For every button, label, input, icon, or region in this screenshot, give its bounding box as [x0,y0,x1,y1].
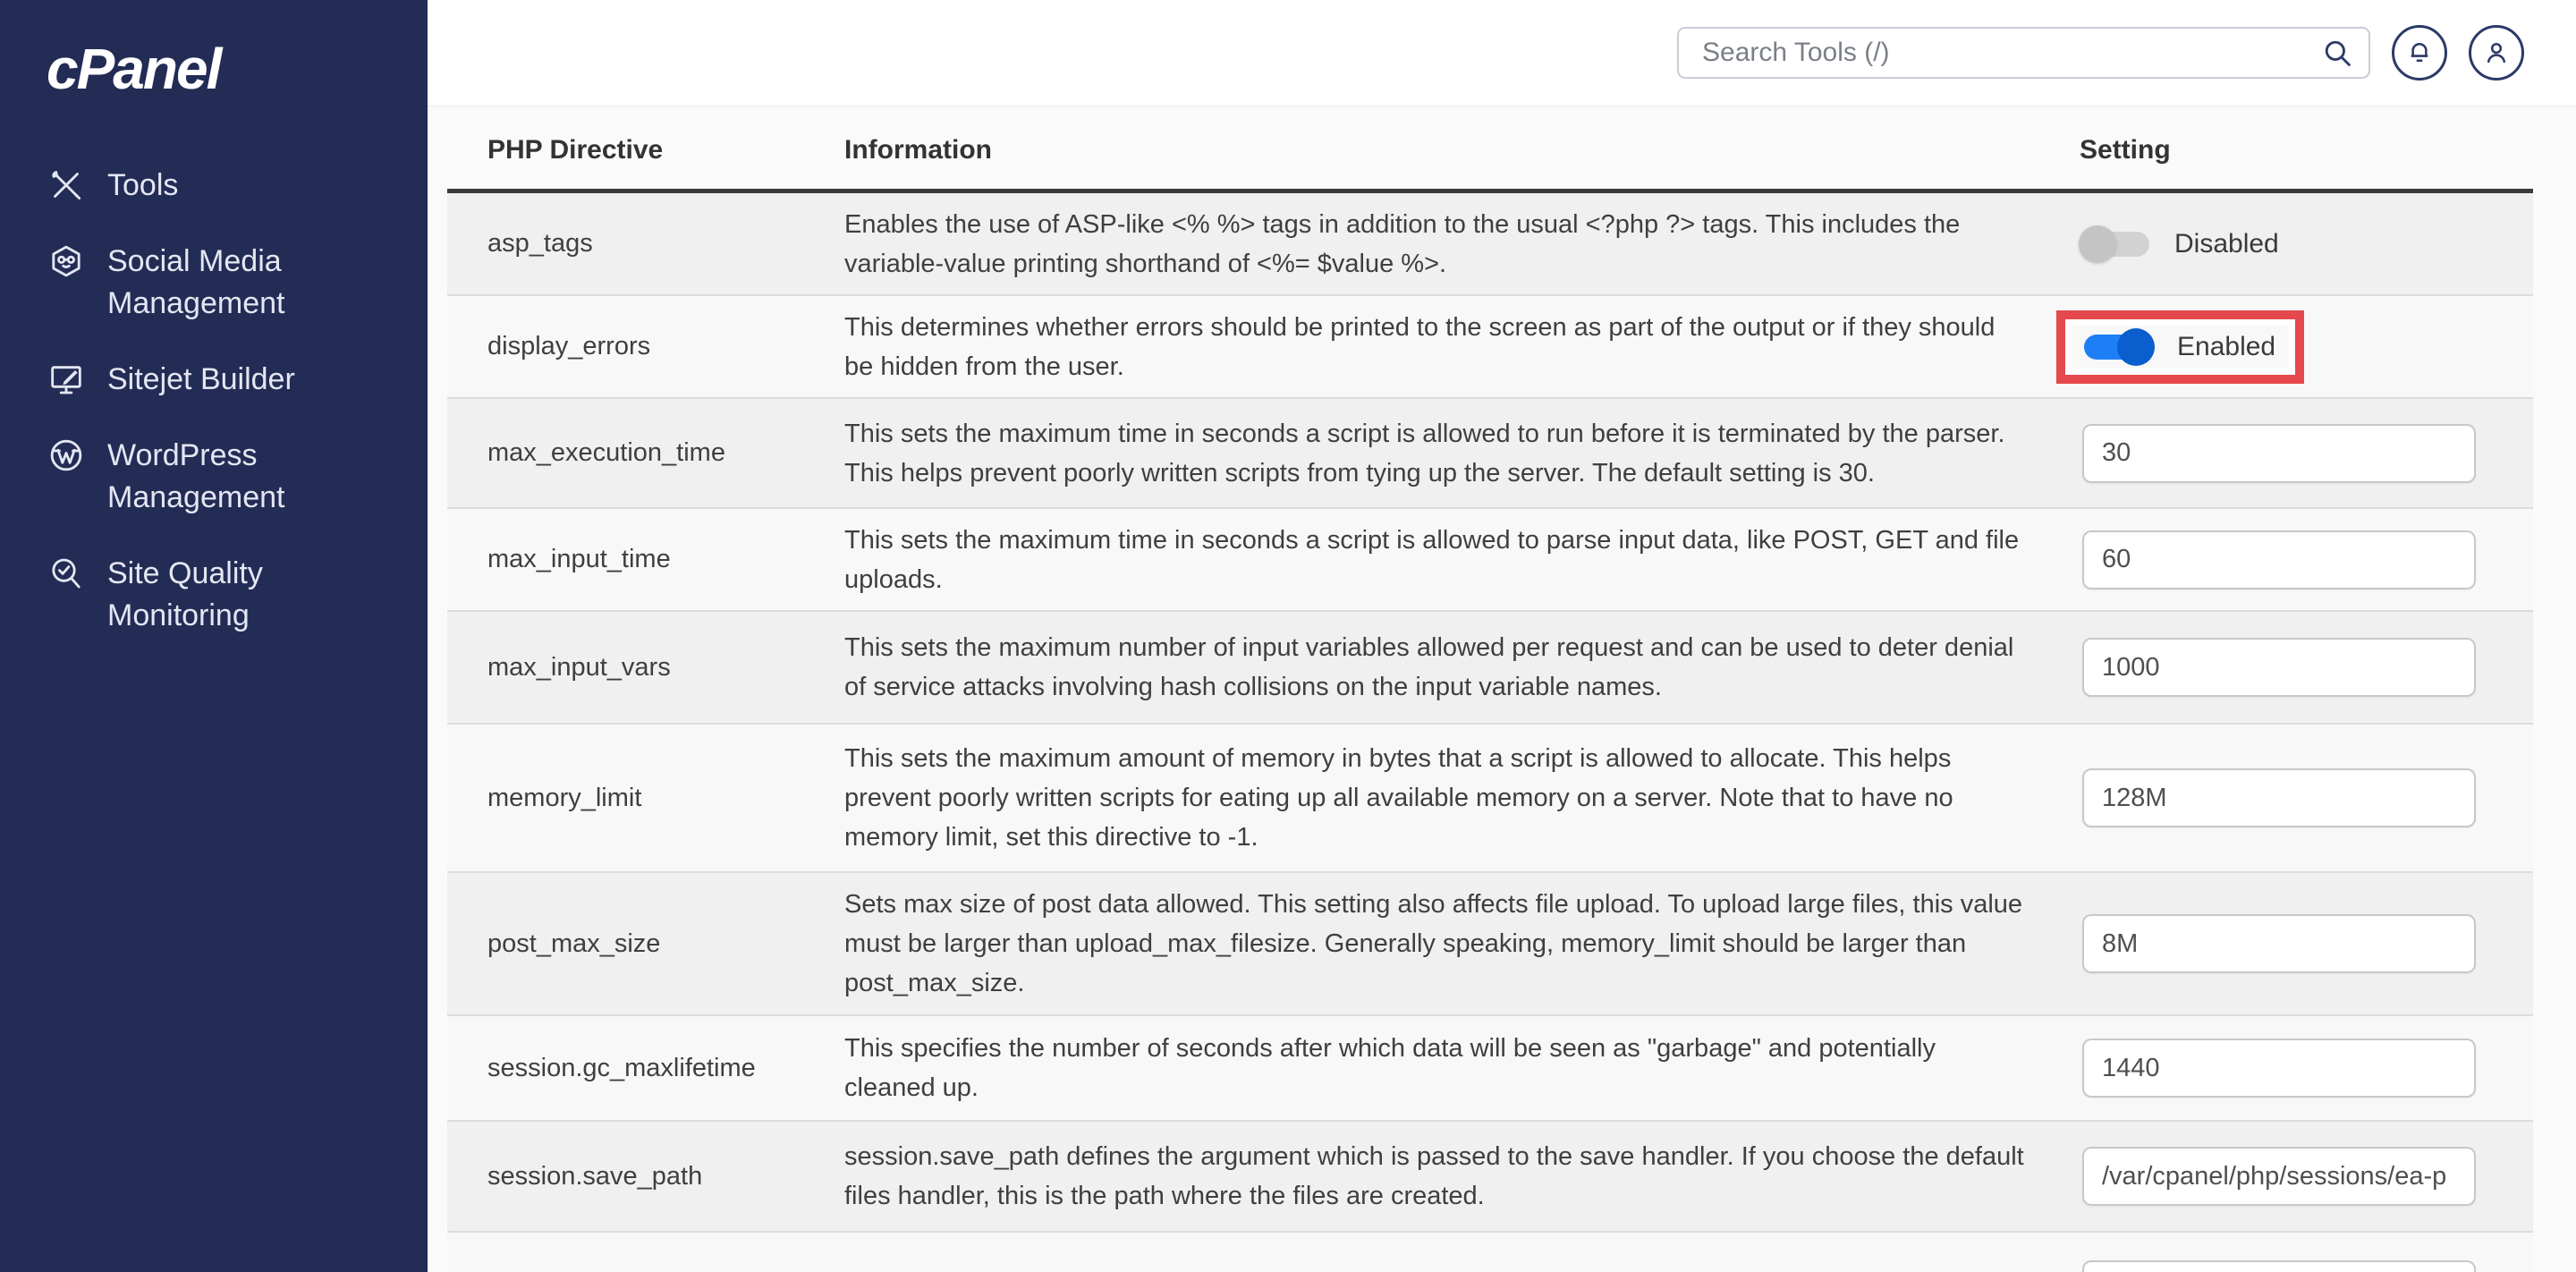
php-directive-name: max_execution_time [487,438,725,467]
sidebar-item-label: Sitejet Builder [107,362,295,396]
directive-setting [2080,638,2533,697]
table-row [447,871,2533,1014]
sidebar-item-tools[interactable] [48,165,352,207]
directive-setting [2080,229,2533,259]
php-directives-table [447,106,2533,1272]
directive-setting [2080,424,2533,483]
directive-information: This sets the maximum time in seconds a script is allowed to parse input data, like POST, GET and file uploads. [844,525,2020,594]
directive-setting [2080,1260,2533,1272]
topbar [428,0,2576,106]
table-body [447,193,2533,1272]
asp_tags-toggle[interactable] [2081,232,2149,257]
php-directive-name: post_max_size [487,929,661,958]
session.gc_maxlifetime-input[interactable] [2082,1039,2476,1098]
bell-icon [2404,38,2435,68]
sidebar-item-social-media-management[interactable] [48,241,352,325]
php-directive-name: max_input_vars [487,652,671,682]
toggle-state-label: Enabled [2177,331,2276,361]
cpanel-logo: cPanel [47,37,221,101]
table-row [447,723,2533,871]
display_errors-toggle[interactable] [2084,335,2152,360]
php-directive-name: memory_limit [487,783,642,812]
directive-setting [2080,310,2533,384]
directive-setting [2080,914,2533,973]
site-quality-icon [48,555,84,591]
max_input_time-input[interactable] [2082,530,2476,589]
table-row [447,193,2533,294]
social-media-icon [48,243,84,279]
table-row [447,1014,2533,1120]
directive-information: Enables the use of ASP-like <% %> tags in addition to the usual <?php ?> tags. This includes the variable-value printing shorthand of <%= $value %>. [844,209,1961,278]
session.save_path-input[interactable] [2082,1147,2476,1206]
max_execution_time-input[interactable] [2082,424,2476,483]
max_input_vars-input[interactable] [2082,638,2476,697]
toggle-knob [2079,225,2116,263]
php-directive-name: session.gc_maxlifetime [487,1053,756,1082]
table-row [447,507,2533,610]
table-row [447,610,2533,723]
directive-information: This determines whether errors should be printed to the screen as part of the output or if they should be hidden from the user. [844,312,1996,381]
search-icon[interactable] [2322,38,2352,68]
php-directive-name: session.save_path [487,1161,703,1191]
table-header [447,106,2533,193]
sidebar-item-sitejet-builder[interactable] [48,359,352,401]
memory_limit-input[interactable] [2082,768,2476,827]
column-header-php-directive: PHP Directive [487,134,664,165]
php-directive-name: display_errors [487,332,651,360]
directive-information: session.save_path defines the argument which is passed to the save handler. If you choose the default files handler, this is the path where the files are created. [844,1142,2024,1210]
content [428,106,2576,1272]
toggle-wrap [2081,229,2279,259]
main-area [428,0,2576,1272]
post_max_size-input[interactable] [2082,914,2476,973]
wordpress-icon [48,437,84,473]
sidebar-item-site-quality-monitoring[interactable] [48,553,352,637]
user-icon [2481,38,2512,68]
search-input[interactable] [1677,27,2370,79]
sidebar-item-wordpress-management[interactable] [48,435,352,519]
toggle-knob [2117,328,2155,366]
toggle-wrap [2084,332,2275,362]
directive-setting [2080,530,2533,589]
sidebar [0,0,428,1272]
search-box [1677,27,2370,79]
column-header-setting: Setting [2080,134,2171,165]
php-directive-name: max_input_time [487,545,671,573]
table-row [447,1120,2533,1231]
user-menu-button[interactable] [2469,25,2524,81]
directive-information: This sets the maximum amount of memory in bytes that a script is allowed to allocate. This helps prevent poorly written scripts for eating up all available memory on a server. Note that to have no memory limit, set this directive to -1. [844,744,1953,852]
directive-setting [2080,1039,2533,1098]
directive-information: Sets max size of post data allowed. This setting also affects file upload. To upload large files, this value must be larger than upload_max_filesize. Generally speaking, memory_limit should be larger than post_max_size. [844,890,2023,997]
setting-input[interactable] [2082,1260,2476,1272]
sidebar-item-label: Tools [107,168,179,202]
sidebar-nav [48,165,428,637]
tools-icon [48,167,84,203]
table-row [447,294,2533,397]
directive-information: This sets the maximum number of input variables allowed per request and can be used to deter denial of service attacks involving hash collisions on the input variable names. [844,633,2014,701]
sitejet-builder-icon [48,361,84,397]
directive-information: This sets the maximum time in seconds a script is allowed to run before it is terminated by the parser. This helps prevent poorly written scripts from tying up the server. The default setting is 30. [844,419,2005,488]
table-row-partial [447,1231,2533,1272]
php-directive-name: asp_tags [487,229,593,258]
directive-setting [2080,1147,2533,1206]
directive-setting [2080,768,2533,827]
sidebar-item-label: WordPress Management [107,438,285,514]
highlight-annotation [2056,310,2304,384]
directive-information: This specifies the number of seconds after which data will be seen as "garbage" and potentially cleaned up. [844,1034,1936,1102]
sidebar-item-label: Site Quality Monitoring [107,556,263,632]
notifications-button[interactable] [2392,25,2447,81]
table-row [447,397,2533,507]
toggle-state-label: Disabled [2174,228,2279,259]
sidebar-item-label: Social Media Management [107,244,285,320]
column-header-information: Information [844,134,992,165]
